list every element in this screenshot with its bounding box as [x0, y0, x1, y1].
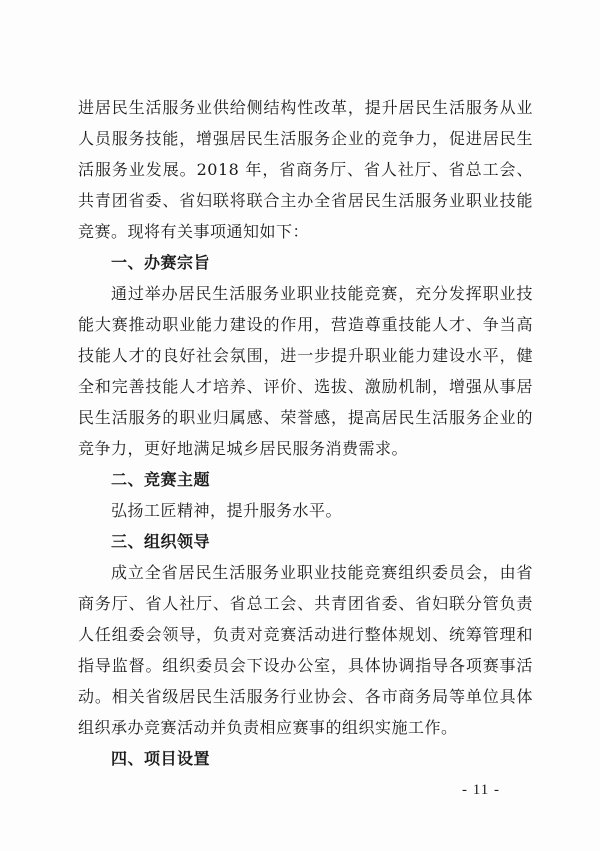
page-number: - 11 -	[462, 782, 500, 798]
section-heading-projects: 四、项目设置	[111, 749, 211, 768]
section-heading-purpose: 一、办赛宗旨	[111, 253, 211, 272]
section-body-organization: 成立全省居民生活服务业职业技能竞赛组织委员会，由省商务厅、省人社厅、省总工会、共青团省委、省妇联分管负责人任组委会领导，负责对竞赛活动进行整体规划、统筹管理和指导监督。组织委员会下设办公室，具体协调指导各项赛事活动。相关省级居民生活服务行业协会、各市商务局等单位具体组织承办竞赛活动并负责相应赛事的组织实施工作。	[78, 563, 533, 737]
section-heading-organization: 三、组织领导	[111, 532, 211, 551]
section-body-theme: 弘扬工匠精神，提升服务水平。	[111, 501, 343, 520]
opening-paragraph: 进居民生活服务业供给侧结构性改革，提升居民生活服务从业人员服务技能，增强居民生活服务企业的竞争力，促进居民生活服务业发展。2018 年，省商务厅、省人社厅、省总工会、共青团省委、省妇联将联合主办全省居民生活服务业职业技能竞赛。现将有关事项通知如下：	[78, 98, 533, 241]
section-heading-theme: 二、竞赛主题	[111, 470, 211, 489]
section-body-purpose: 通过举办居民生活服务业职业技能竞赛，充分发挥职业技能大赛推动职业能力建设的作用，营造尊重技能人才、争当高技能人才的良好社会氛围，进一步提升职业能力建设水平，健全和完善技能人才培养、评价、选拔、激励机制，增强从事居民生活服务的职业归属感、荣誉感，提高居民生活服务企业的竞争力，更好地满足城乡居民服务消费需求。	[78, 284, 533, 458]
document-body	[78, 92, 533, 774]
